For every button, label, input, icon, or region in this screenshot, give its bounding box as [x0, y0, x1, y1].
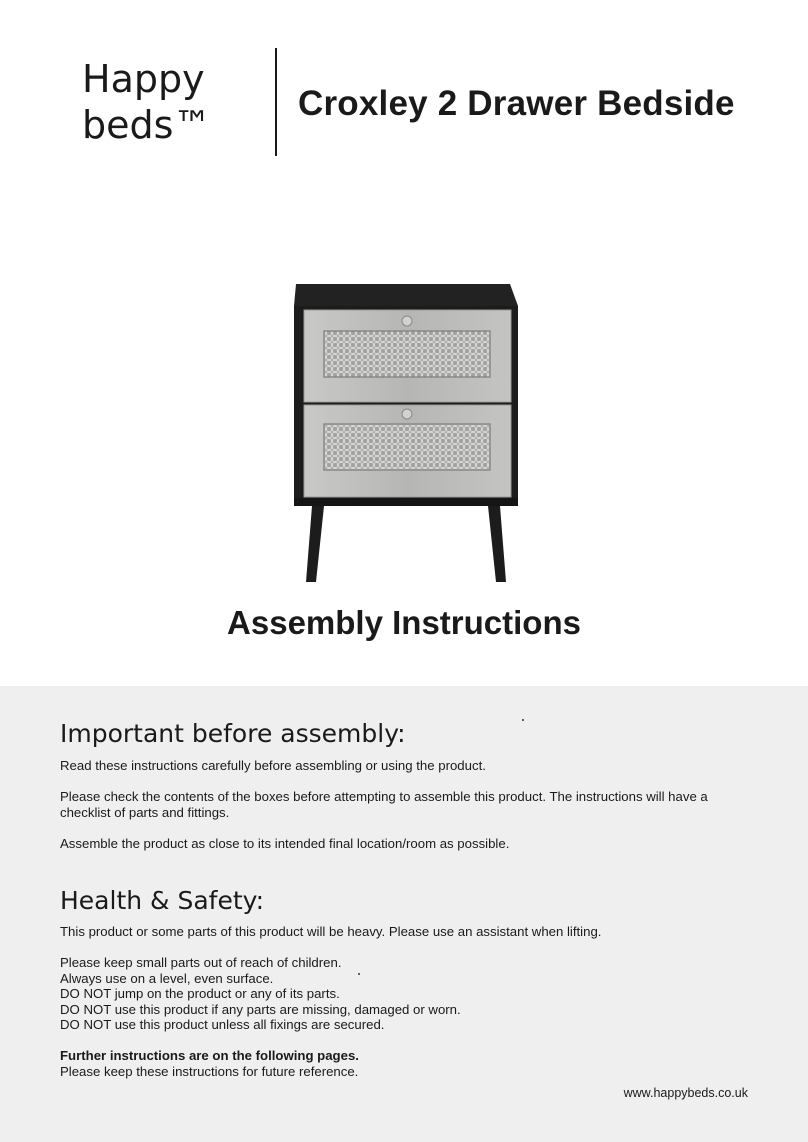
- leg-front-right: [488, 506, 506, 582]
- logo-line-1: Happy: [82, 57, 205, 101]
- safety-line-2: Always use on a level, even surface.: [60, 970, 274, 986]
- drawer-top-knob: [402, 316, 412, 326]
- logo-graphic: [80, 52, 240, 152]
- important-paragraph-1: Read these instructions carefully before assembling or using the product.: [60, 758, 486, 773]
- product-title: Croxley 2 Drawer Bedside: [298, 84, 735, 123]
- important-heading: Important before assembly:: [60, 719, 406, 748]
- cabinet-top: [294, 284, 518, 306]
- safety-line-5: DO NOT use this product unless all fixings are secured.: [60, 1017, 385, 1033]
- header-divider: [275, 48, 277, 156]
- happy-beds-logo: [80, 52, 240, 152]
- drawer-bottom-knob: [402, 409, 412, 419]
- important-paragraph-3: Assemble the product as close to its intended final location/room as possible.: [60, 836, 510, 851]
- assembly-instructions-title: Assembly Instructions: [227, 604, 581, 641]
- drawer-top-cane-panel: [324, 331, 490, 377]
- cabinet-base: [294, 498, 518, 506]
- health-safety-heading: Health & Safety:: [60, 886, 265, 915]
- page-header: [0, 0, 808, 180]
- stray-dot: [522, 719, 524, 721]
- safety-line-4: DO NOT use this product if any parts are missing, damaged or worn.: [60, 1001, 461, 1017]
- safety-line-3: DO NOT jump on the product or any of its parts.: [60, 986, 340, 1002]
- health-intro: This product or some parts of this product will be heavy. Please use an assistant when lifting.: [60, 924, 602, 939]
- leg-front-left: [306, 506, 324, 582]
- logo-line-2: beds™: [82, 103, 212, 147]
- keep-instructions-note: Please keep these instructions for future reference.: [60, 1063, 359, 1079]
- stray-dot-2: [358, 973, 360, 975]
- bedside-cabinet-image: [284, 276, 524, 586]
- website-url[interactable]: www.happybeds.co.uk: [623, 1086, 748, 1100]
- safety-line-1: Please keep small parts out of reach of children.: [60, 955, 342, 970]
- drawer-bottom-cane-panel: [324, 424, 490, 470]
- info-panel: [0, 686, 808, 1142]
- important-paragraph-2: Please check the contents of the boxes before attempting to assemble this product. The instructions will have a checklist of parts and fittings.: [60, 789, 708, 820]
- further-instructions-note: Further instructions are on the following pages.: [60, 1048, 359, 1063]
